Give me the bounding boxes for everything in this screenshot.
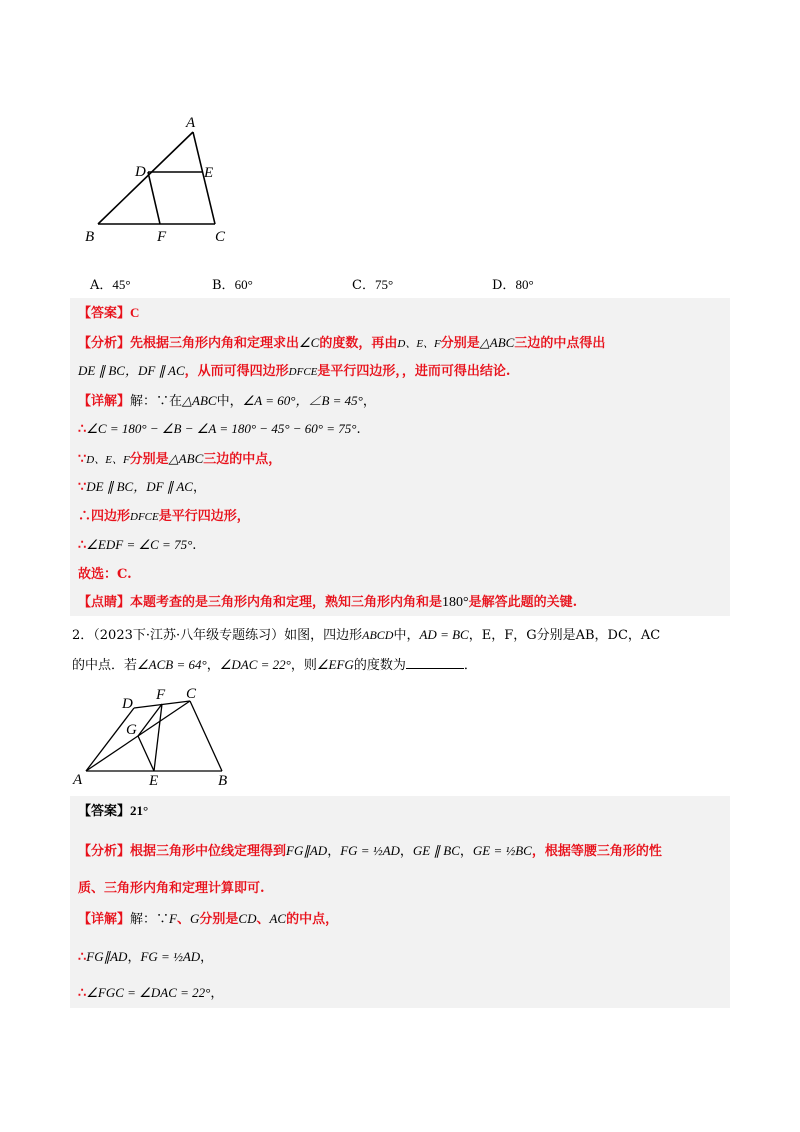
label-d: D bbox=[122, 696, 133, 712]
label-f: F bbox=[157, 229, 167, 245]
q2-detail-line-2: ∴FG∥AD，FG = ½AD， bbox=[78, 949, 214, 965]
q1-solution-block bbox=[70, 298, 730, 616]
label-b: B bbox=[218, 773, 228, 788]
q1-detail-line-5: ∴四边形DFCE是平行四边形， bbox=[78, 509, 250, 524]
segment-cb bbox=[190, 701, 222, 771]
q1-detail-line-2: ∴∠C = 180° − ∠B − ∠A = 180° − 45° − 60° = 75°. bbox=[78, 421, 361, 437]
label-b: B bbox=[85, 229, 95, 245]
q2-solution-block bbox=[70, 796, 730, 1008]
label-a: A bbox=[186, 115, 196, 131]
segment-ge bbox=[138, 736, 154, 771]
q2-analysis-line-1: 【分析】根据三角形中位线定理得到FG∥AD，FG = ½AD，GE ∥ BC，GE = ½BC，根据等腰三角形的性 bbox=[78, 843, 662, 859]
q1-detail-line-6: ∴∠EDF = ∠C = 75°. bbox=[78, 537, 197, 553]
segment-ad bbox=[86, 708, 134, 771]
answer-choices bbox=[90, 274, 690, 294]
triangle-diagram bbox=[80, 110, 250, 250]
figure-2-quadrilateral bbox=[70, 684, 250, 788]
label-e: E bbox=[204, 165, 214, 181]
q1-choose-line: 故选：C. bbox=[78, 567, 132, 582]
quadrilateral-diagram bbox=[70, 684, 250, 788]
q2-question-line-2: 的中点．若∠ACB = 64°，∠DAC = 22°，则∠EFG的度数为 ． bbox=[72, 657, 477, 673]
q2-detail-line-3: ∴∠FGC = ∠DAC = 22°， bbox=[78, 985, 224, 1001]
choice-a: A．45° bbox=[90, 277, 131, 293]
q1-comment-line: 【点睛】本题考查的是三角形内角和定理，熟知三角形内角和是180°是解答此题的关键. bbox=[78, 595, 578, 610]
label-f: F bbox=[156, 687, 166, 703]
label-a: A bbox=[73, 772, 83, 788]
q2-answer: 【答案】21° bbox=[78, 803, 149, 819]
q1-detail-line-4: ∵DE ∥ BC，DF ∥ AC， bbox=[78, 479, 206, 495]
choice-c: C．75° bbox=[352, 277, 394, 293]
q1-analysis-line-2: DE ∥ BC，DF ∥ AC，从而可得四边形DFCE是平行四边形，，进而可得出结论. bbox=[78, 363, 511, 379]
q1-answer: 【答案】C bbox=[78, 305, 140, 321]
q2-detail-line-1: 【详解】解：∵F、G分别是CD、AC的中点， bbox=[78, 911, 339, 927]
segment-df bbox=[148, 172, 160, 224]
q1-detail-line-1: 【详解】解：∵在△ABC中，∠A = 60°，∠B = 45°， bbox=[78, 393, 376, 409]
label-g: G bbox=[126, 722, 137, 738]
choice-b: B．60° bbox=[212, 277, 253, 293]
q1-analysis-line-1: 【分析】先根据三角形内角和定理求出∠C的度数，再由D、E、F分别是△ABC三边的中点得出 bbox=[78, 335, 606, 351]
label-d: D bbox=[135, 164, 146, 180]
answer-blank bbox=[406, 656, 464, 669]
label-e: E bbox=[149, 773, 159, 788]
q2-question-line-1: 2．（2023下·江苏·八年级专题练习）如图，四边形ABCD中，AD = BC，E，F，G分别是AB，DC，AC bbox=[72, 627, 661, 643]
label-c: C bbox=[186, 686, 197, 702]
figure-1-triangle bbox=[80, 110, 250, 250]
label-c: C bbox=[215, 229, 226, 245]
q2-analysis-line-2: 质、三角形内角和定理计算即可. bbox=[78, 881, 265, 896]
q1-detail-line-3: ∵D、E、F分别是△ABC三边的中点， bbox=[78, 451, 282, 467]
choice-d: D．80° bbox=[492, 277, 534, 293]
